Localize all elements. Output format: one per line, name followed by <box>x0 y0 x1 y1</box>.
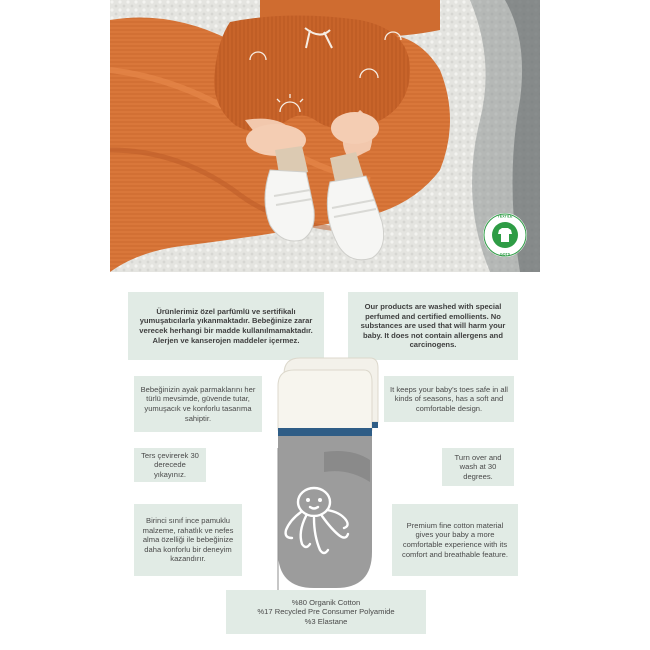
info-box-en-toes <box>384 376 514 422</box>
info-box-tr-wash <box>134 448 206 482</box>
product-infographic <box>110 0 540 650</box>
info-box-en-cotton <box>392 504 518 576</box>
sock-illustration <box>274 352 382 598</box>
info-box-en-chemicals <box>348 292 518 360</box>
composition-box <box>226 590 426 634</box>
info-panel <box>110 272 540 650</box>
info-text-en-wash: Turn over and wash at 30 degrees. <box>454 452 502 481</box>
info-text-tr-toes: Bebeğinizin ayak parmaklarını her türlü mevsimde, güvende tutar, yumuşacık ve konforlu tasarıma sahiptir. <box>140 384 256 423</box>
info-text-tr-wash: Ters çevirerek 30 derecede yıkayınız. <box>141 450 199 479</box>
info-box-tr-chemicals <box>128 292 324 360</box>
baby-photo-illustration <box>110 0 540 272</box>
info-box-tr-cotton <box>134 504 242 576</box>
composition-line-1: %80 Organik Cotton <box>291 597 361 607</box>
composition-line-3: %3 Elastane <box>304 616 348 626</box>
info-text-en-chemicals: Our products are washed with special perfumed and certified emollients. No substances are used that will harm your baby. It does not contain allergens and carcinogens. <box>360 302 506 350</box>
info-box-tr-toes <box>134 376 262 432</box>
info-text-en-cotton: Premium fine cotton material gives your baby a more comfortable experience with its comfort and breathable feature. <box>402 520 508 559</box>
composition-line-2: %17 Recycled Pre Consumer Polyamide <box>257 607 395 617</box>
product-photo <box>110 0 540 272</box>
info-box-en-wash <box>442 448 514 486</box>
svg-text:GOTS: GOTS <box>499 252 511 257</box>
info-text-tr-cotton: Birinci sınıf ince pamuklu malzeme, rahatlık ve nefes alma özelliği ile bebeğinize daha konforlu bir deneyim kazandırır. <box>142 516 234 564</box>
gots-badge <box>482 212 528 258</box>
info-text-tr-chemicals: Ürünlerimiz özel parfümlü ve sertifikalı yumuşatıcılarla yıkanmaktadır. Bebeğinize zarar verecek herhangi bir madde kullanılmamaktadır. Alerjen ve kanserojen maddeler içermez. <box>139 306 313 345</box>
info-text-en-toes: It keeps your baby's toes safe in all kinds of seasons, has a soft and comfortable design. <box>390 384 508 413</box>
svg-text:TEXTILE: TEXTILE <box>497 214 513 219</box>
